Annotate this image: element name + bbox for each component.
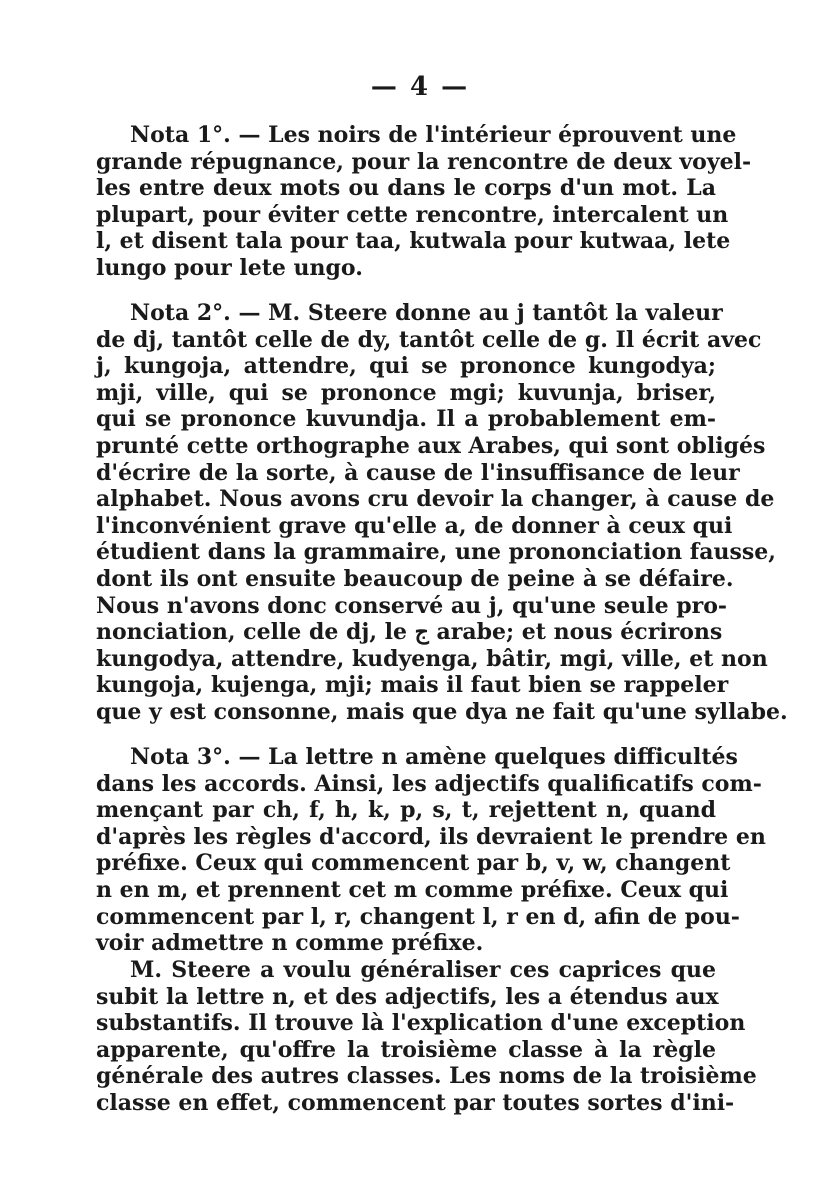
text-line: de dj, tantôt celle de dy, tantôt celle de g. Il écrit avec [96, 326, 762, 353]
text-line: plupart, pour éviter cette rencontre, intercalent un [96, 201, 729, 228]
text-line: j, kungoja, attendre, qui se prononce kungodya; [96, 353, 716, 380]
text-line: prunté cette orthographe aux Arabes, qui sont obligés [96, 432, 766, 459]
text-line: apparente, qu'offre la troisième classe à la règle [96, 1036, 716, 1063]
text-line: Nous n'avons donc conservé au j, qu'une seule pro- [96, 592, 728, 619]
text-line: grande répugnance, pour la rencontre de deux voyel- [96, 148, 752, 175]
page-number: — 4 — [370, 72, 470, 102]
text-line: dans les accords. Ainsi, les adjectifs qualificatifs com- [96, 770, 762, 797]
text-line: l, et disent tala pour taa, kutwala pour kutwaa, lete [96, 228, 731, 255]
nota-2-paragraph [96, 300, 788, 726]
text-line: mençant par ch, f, h, k, p, s, t, rejettent n, quand [96, 797, 716, 824]
text-line: d'écrire de la sorte, à cause de l'insuffisance de leur [96, 459, 740, 486]
text-line: alphabet. Nous avons cru devoir la changer, à cause de [96, 486, 775, 513]
text-line: substantifs. Il trouve là l'explication d'une exception [96, 1010, 746, 1037]
text-line: Nota 3°. — La lettre n amène quelques difficultés [130, 744, 738, 770]
text-line: que y est consonne, mais que dya ne fait qu'une syllabe. [96, 698, 788, 725]
text-line: l'inconvénient grave qu'elle a, de donner à ceux qui [96, 512, 733, 539]
text-line: qui se prononce kuvundja. Il a probablement em- [96, 406, 716, 433]
steere-paragraph [96, 957, 757, 1117]
text-line: les entre deux mots ou dans le corps d'un mot. La [96, 175, 716, 202]
text-line: Nota 2°. — M. Steere donne au j tantôt la valeur [130, 300, 723, 326]
text-line: préfixe. Ceux qui commencent par b, v, w, changent [96, 850, 731, 877]
text-line: kungoja, kujenga, mji; mais il faut bien se rappeler [96, 672, 729, 699]
text-line: n en m, et prennent cet m comme préfixe. Ceux qui [96, 876, 729, 903]
text-line: mji, ville, qui se prononce mgi; kuvunja, briser, [96, 379, 716, 406]
text-line: générale des autres classes. Les noms de la troisième [96, 1063, 757, 1090]
text-line: M. Steere a voulu généraliser ces caprices que [130, 957, 716, 983]
text-line: étudient dans la grammaire, une prononciation fausse, [96, 539, 776, 566]
text-line: subit la lettre n, et des adjectifs, les a étendus aux [96, 983, 719, 1010]
text-line: lungo pour lete ungo. [96, 254, 363, 281]
text-line: commencent par l, r, changent l, r en d, afin de pou- [96, 903, 740, 930]
text-line: voir admettre n comme préfixe. [96, 930, 484, 957]
text-line: d'après les règles d'accord, ils devraient le prendre en [96, 823, 766, 850]
text-line: nonciation, celle de dj, le ج arabe; et nous écrirons [96, 619, 723, 646]
nota-1-paragraph [96, 122, 752, 282]
text-line: classe en effet, commencent par toutes sortes d'ini- [96, 1089, 735, 1116]
text-line: Nota 1°. — Les noirs de l'intérieur éprouvent une [130, 122, 737, 148]
text-line: kungodya, attendre, kudyenga, bâtir, mgi, ville, et non [96, 645, 768, 672]
nota-3-paragraph [96, 744, 766, 957]
text-line: dont ils ont ensuite beaucoup de peine à se défaire. [96, 565, 734, 592]
